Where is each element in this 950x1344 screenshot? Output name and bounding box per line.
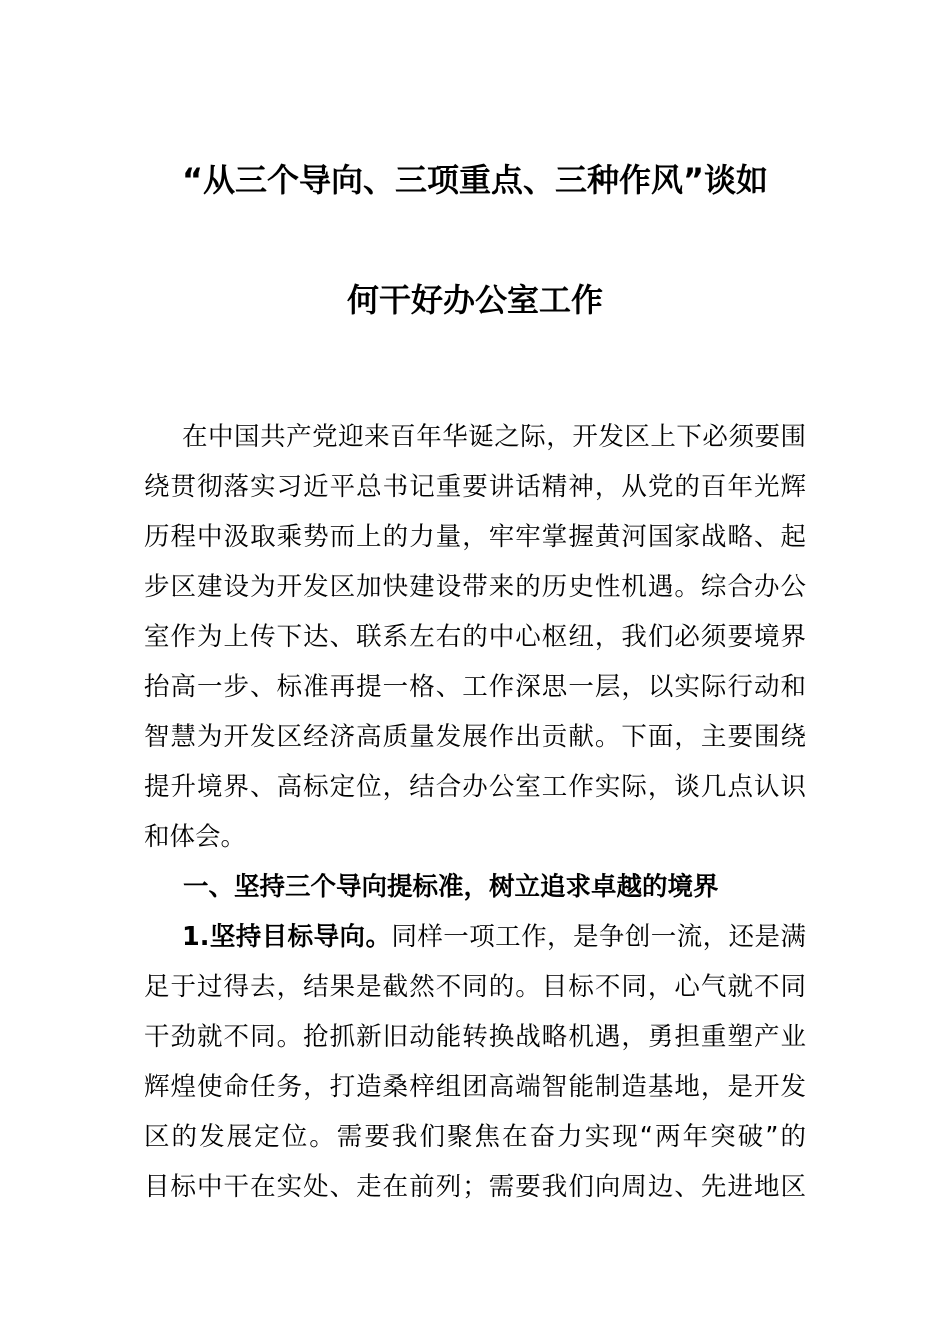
point-1-label: 1.坚持目标导向。 (182, 922, 392, 952)
section-1-heading: 一、坚持三个导向提标准，树立追求卓越的境界 (183, 872, 719, 902)
intro-line: 绕贯彻落实习近平总书记重要讲话精神，从党的百年光辉 (144, 472, 806, 502)
intro-line: 抬高一步、标准再提一格、工作深思一层，以实际行动和 (144, 672, 806, 702)
intro-line: 室作为上传下达、联系左右的中心枢纽，我们必须要境界 (144, 622, 806, 652)
point-1-paragraph (144, 912, 806, 1212)
point-1-line: 目标中干在实处、走在前列；需要我们向周边、先进地区 (144, 1172, 806, 1202)
intro-line: 和体会。 (144, 822, 247, 852)
document-title-line-2: 何干好办公室工作 (346, 281, 603, 319)
point-1-line: 区的发展定位。需要我们聚焦在奋力实现“两年突破”的 (144, 1122, 806, 1152)
point-1-first-line (144, 912, 806, 962)
intro-line: 步区建设为开发区加快建设带来的历史性机遇。综合办公 (144, 572, 806, 602)
intro-line: 在中国共产党迎来百年华诞之际，开发区上下必须要围 (182, 422, 806, 452)
intro-line: 智慧为开发区经济高质量发展作出贡献。下面，主要围绕 (144, 722, 806, 752)
intro-paragraph (144, 412, 806, 862)
point-1-line: 干劲就不同。抢抓新旧动能转换战略机遇，勇担重塑产业 (144, 1022, 806, 1052)
intro-line: 提升境界、高标定位，结合办公室工作实际，谈几点认识 (144, 772, 806, 802)
point-1-line: 足于过得去，结果是截然不同的。目标不同，心气就不同 (144, 972, 806, 1002)
document-title-line-1: “从三个导向、三项重点、三种作风”谈如 (181, 161, 769, 199)
intro-line: 历程中汲取乘势而上的力量，牢牢掌握黄河国家战略、起 (144, 522, 806, 552)
point-1-line: 辉煌使命任务，打造桑梓组团高端智能制造基地，是开发 (144, 1072, 806, 1102)
point-1-first-line-text: 同样一项工作，是争创一流，还是满 (391, 922, 806, 952)
